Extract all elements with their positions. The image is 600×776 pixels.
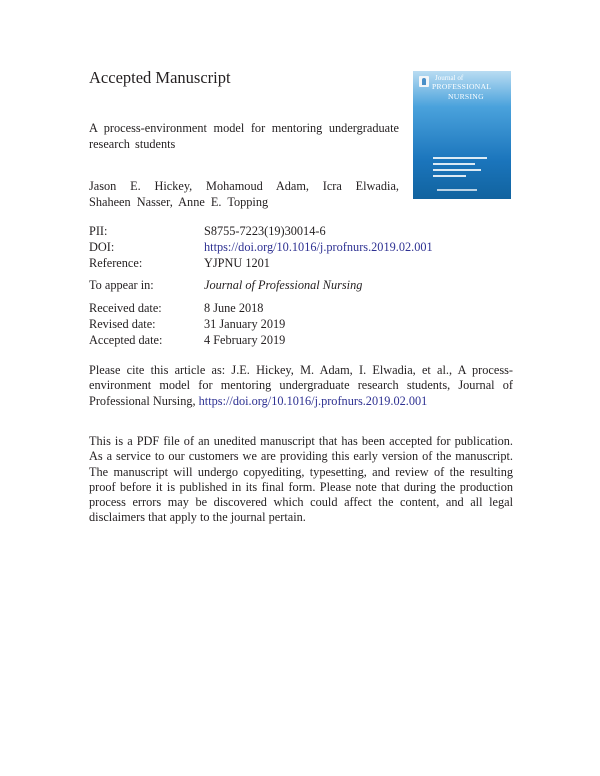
pii-value: S8755-7223(19)30014-6	[204, 224, 326, 238]
disclaimer-paragraph: This is a PDF file of an unedited manuscript that has been accepted for publication. As a service to our customers we are providing this early version of the manuscript. The manuscript will undergo copyediting, typesetting, and review of the resulting proof before it is published in its final form. Please note that during the production process errors may be discovered which could affect the content, and all legal disclaimers that apply to the journal pertain.	[89, 434, 513, 525]
journal-cover-thumbnail	[413, 71, 511, 199]
revised-date-label: Revised date:	[89, 317, 156, 331]
elsevier-tree-icon	[419, 76, 429, 87]
reference-value: YJPNU 1201	[204, 256, 270, 270]
doi-link[interactable]: https://doi.org/10.1016/j.profnurs.2019.02.001	[204, 240, 433, 254]
revised-date-value: 31 January 2019	[204, 317, 286, 331]
cover-journal-name-line2: NURSING	[448, 92, 484, 101]
cover-journal-of: Journal of	[435, 74, 464, 82]
received-date-label: Received date:	[89, 301, 162, 315]
received-date-value: 8 June 2018	[204, 301, 264, 315]
article-title: A process-environment model for mentoring undergraduate research students	[89, 121, 399, 151]
cover-footer-line	[437, 189, 477, 191]
citation-paragraph	[89, 363, 513, 409]
accepted-date-label: Accepted date:	[89, 333, 163, 347]
cover-journal-name-line1: PROFESSIONAL	[432, 82, 492, 91]
to-appear-label: To appear in:	[89, 278, 154, 292]
doi-label: DOI:	[89, 240, 115, 254]
page-heading: Accepted Manuscript	[89, 68, 231, 87]
author-list: Jason E. Hickey, Mohamoud Adam, Icra Elwadia, Shaheen Nasser, Anne E. Topping	[89, 179, 399, 209]
journal-name: Journal of Professional Nursing	[204, 278, 363, 292]
accepted-date-value: 4 February 2019	[204, 333, 286, 347]
citation-text: Please cite this article as: J.E. Hickey, M. Adam, I. Elwadia, et al., A process-environment model for mentoring undergraduate research students, Journal of Professional Nursing,	[89, 363, 513, 408]
cover-decoration-lines	[433, 157, 493, 181]
pii-label: PII:	[89, 224, 108, 238]
reference-label: Reference:	[89, 256, 143, 270]
citation-doi-link[interactable]: https://doi.org/10.1016/j.profnurs.2019.02.001	[198, 393, 428, 408]
